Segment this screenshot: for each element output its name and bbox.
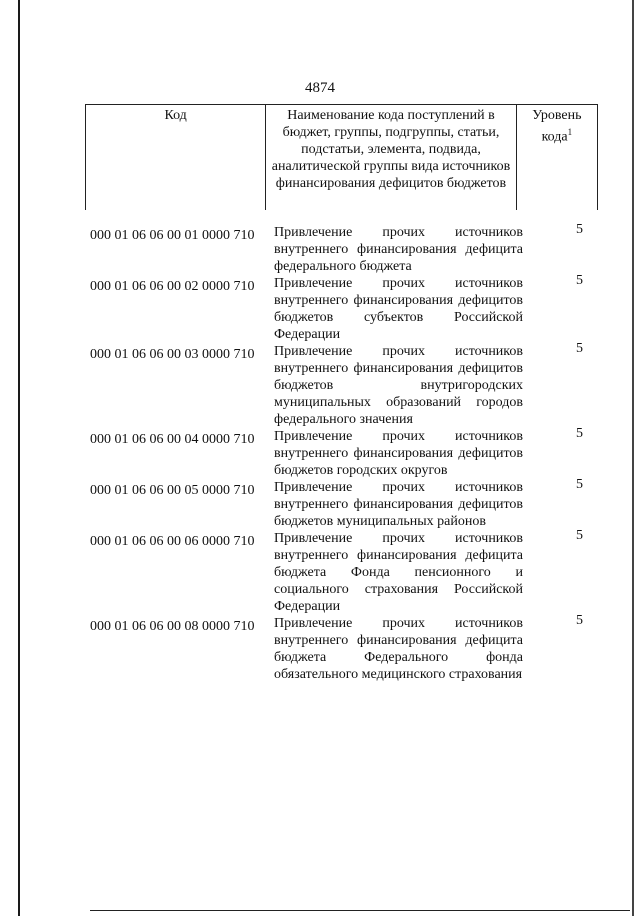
row-name: Привлечение прочих источников внутреннего финансирования дефицита бюджета Федерального фонда обязательного медицинского страхования: [274, 616, 523, 682]
header-name: [266, 105, 516, 211]
header-level-label: Уровень кода: [532, 108, 582, 145]
row-code: 000 01 06 06 00 01 0000 710: [90, 228, 255, 243]
table-row: [90, 275, 610, 343]
row-name: Привлечение прочих источников внутреннего финансирования дефицитов бюджетов внутригородских муниципальных образований городов федерального значения: [274, 344, 523, 427]
row-level: 5: [576, 222, 583, 237]
header-name-label: Наименование кода поступлений в бюджет, группы, подгруппы, статьи, подстатьи, элемента, подвида, аналитической группы вида источников финансирования дефицитов бюджетов: [271, 108, 511, 191]
page-number: 4874: [305, 80, 335, 96]
row-code: 000 01 06 06 00 04 0000 710: [90, 432, 255, 447]
header-code-label: Код: [164, 108, 187, 123]
row-name: Привлечение прочих источников внутреннего финансирования дефицитов бюджетов субъектов Российской Федерации: [274, 276, 523, 342]
table-row: [90, 224, 610, 275]
row-level: 5: [576, 341, 583, 356]
table-row: [90, 343, 610, 428]
row-code: 000 01 06 06 00 08 0000 710: [90, 619, 255, 634]
header-code: [86, 105, 266, 211]
row-code: 000 01 06 06 00 05 0000 710: [90, 483, 255, 498]
row-name: Привлечение прочих источников внутреннего финансирования дефицита бюджета Фонда пенсионного и социального страхования Российской Федерации: [274, 531, 523, 614]
table-row: [90, 530, 610, 615]
table-row: [90, 615, 610, 683]
scan-edge-bottom: [90, 910, 630, 911]
scan-edge-left: [18, 0, 20, 916]
header-level: [516, 105, 597, 211]
table-body: [90, 224, 610, 683]
row-level: 5: [576, 528, 583, 543]
table-row: [90, 428, 610, 479]
row-code: 000 01 06 06 00 03 0000 710: [90, 347, 255, 362]
row-code: 000 01 06 06 00 06 0000 710: [90, 534, 255, 549]
row-name: Привлечение прочих источников внутреннего финансирования дефицита федерального бюджета: [274, 225, 523, 274]
row-name: Привлечение прочих источников внутреннего финансирования дефицитов бюджетов муниципальных районов: [274, 480, 523, 529]
row-level: 5: [576, 613, 583, 628]
row-level: 5: [576, 477, 583, 492]
table-row: [90, 479, 610, 530]
row-code: 000 01 06 06 00 02 0000 710: [90, 279, 255, 294]
header-level-footnote: 1: [567, 127, 573, 137]
table-header: [85, 104, 598, 210]
row-level: 5: [576, 273, 583, 288]
row-name: Привлечение прочих источников внутреннего финансирования дефицитов бюджетов городских округов: [274, 429, 523, 478]
row-level: 5: [576, 426, 583, 441]
scan-edge-right: [632, 0, 634, 916]
